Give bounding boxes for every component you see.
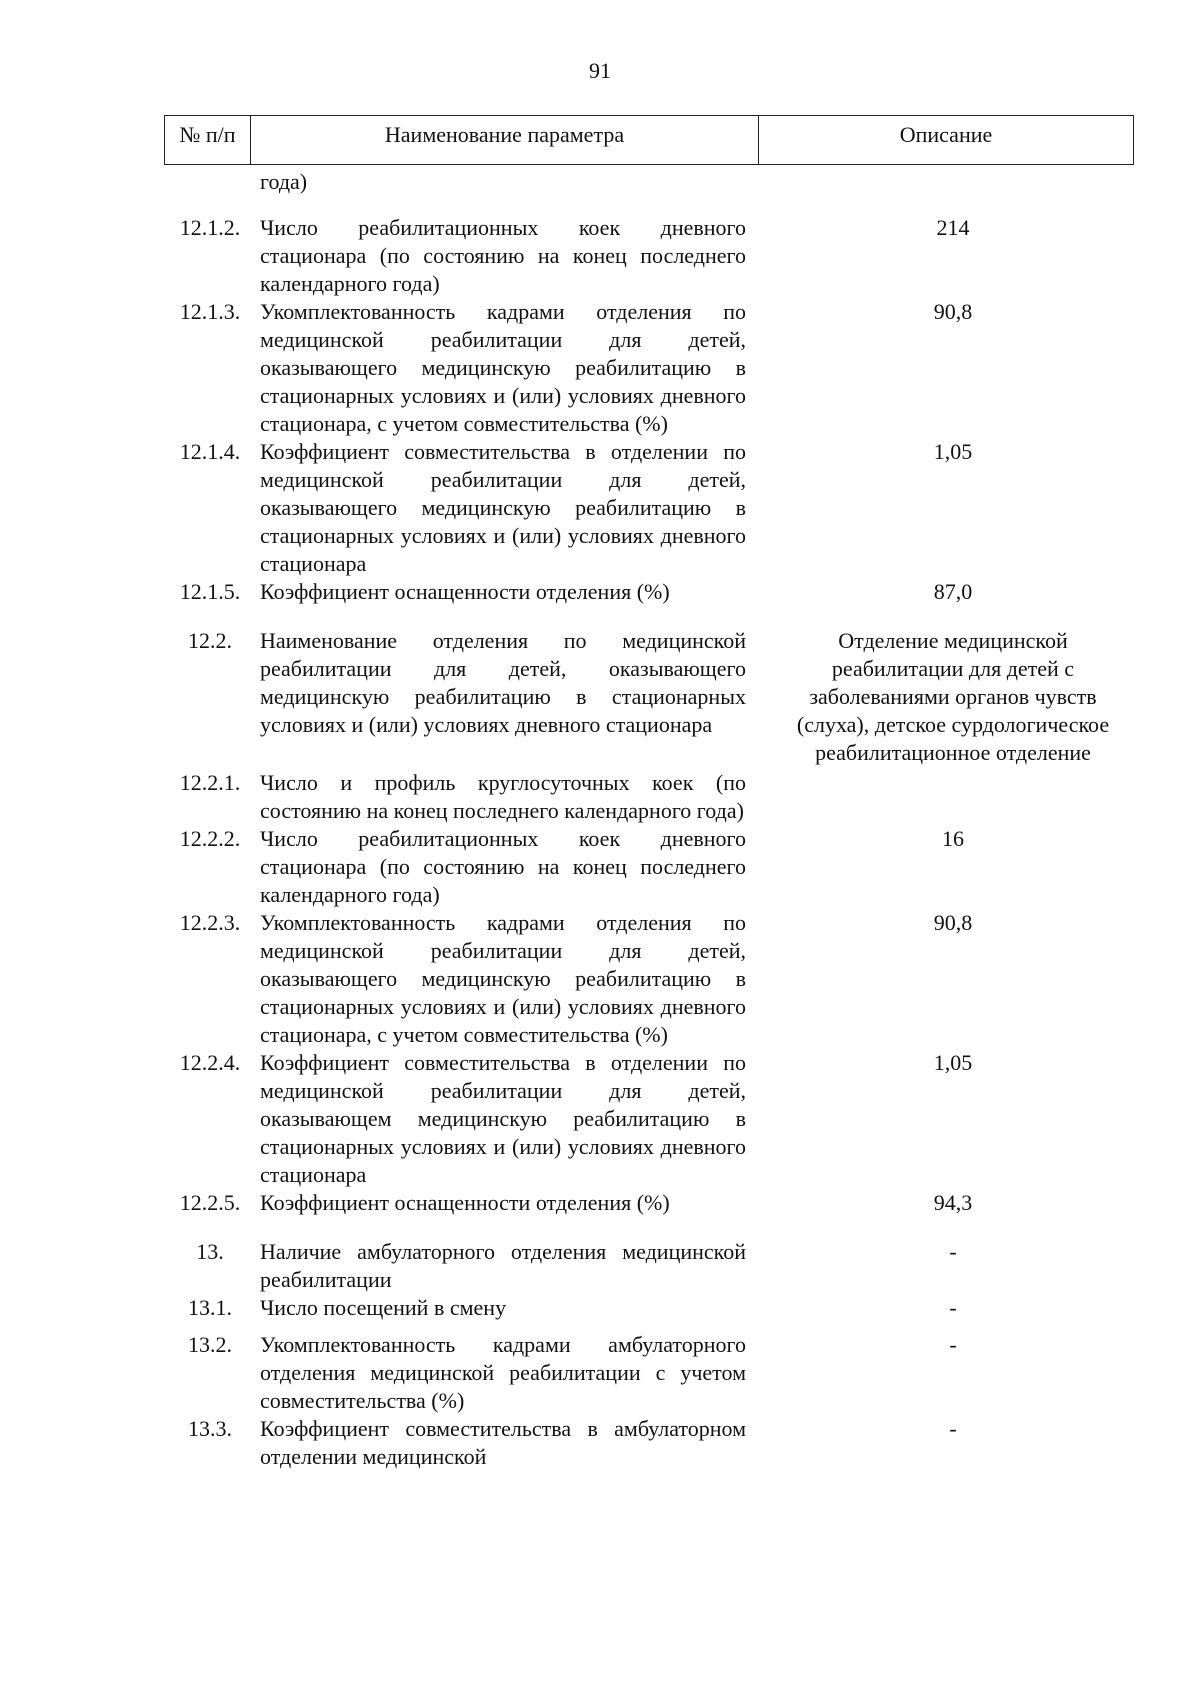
table-row (164, 1331, 1134, 1415)
row-description: - (949, 1416, 957, 1441)
row-description: 214 (936, 215, 970, 240)
row-name: Число реабилитационных коек дневного стационара (по состоянию на конец последнего календарного года) (260, 826, 746, 907)
row-number: 13.1. (188, 1295, 232, 1320)
row-description: 1,05 (933, 1050, 973, 1075)
row-name: Коэффициент совместительства в отделении по медицинской реабилитации для детей, оказывающего медицинскую реабилитацию в стационарных условиях и (или) условиях дневного стационара (260, 439, 746, 576)
header-col-name: Наименование параметра (251, 116, 759, 164)
row-name: Укомплектованность кадрами отделения по медицинской реабилитации для детей, оказывающего медицинскую реабилитацию в стационарных условиях и (или) условиях дневного стационара, с учетом совместительства (%) (260, 299, 746, 436)
row-name: Наименование отделения по медицинской реабилитации для детей, оказывающего медицинскую реабилитацию в стационарных условиях и (или) условиях дневного стационара (260, 628, 746, 737)
table-row (164, 214, 1134, 298)
page-number: 91 (589, 58, 611, 83)
row-number: 12.1.5. (179, 579, 241, 604)
table-row (164, 1294, 1134, 1322)
row-number: 12.2.5. (179, 1190, 241, 1215)
row-name: года) (260, 169, 308, 194)
table-row (164, 1238, 1134, 1294)
row-number: 12.2. (188, 628, 232, 653)
row-description: - (949, 1332, 957, 1357)
header-col-description: Описание (899, 122, 993, 147)
table-header (164, 115, 1134, 165)
row-number: 13.2. (188, 1332, 232, 1357)
row-number: 12.2.2. (179, 826, 241, 851)
row-name: Коэффициент оснащенности отделения (%) (260, 579, 670, 604)
row-number: 13.3. (188, 1416, 232, 1441)
row-number: 12.2.1. (179, 770, 241, 795)
row-number (164, 168, 250, 196)
row-description: 16 (942, 826, 964, 851)
table-row (164, 1189, 1134, 1217)
row-description: - (949, 1239, 957, 1264)
table-row (164, 578, 1134, 606)
row-description: 90,8 (933, 910, 973, 935)
table-row (164, 627, 1134, 767)
row-description: - (949, 1295, 957, 1320)
row-name: Укомплектованность кадрами амбулаторного отделения медицинской реабилитации с учетом совместительства (%) (260, 1332, 746, 1413)
table-row (164, 769, 1134, 825)
row-name: Наличие амбулаторного отделения медицинской реабилитации (260, 1239, 746, 1292)
row-number: 12.1.3. (179, 299, 241, 324)
row-number: 13. (196, 1239, 224, 1264)
row-number: 12.2.4. (179, 1050, 241, 1075)
row-number: 12.1.2. (179, 215, 241, 240)
table-row (164, 438, 1134, 578)
table-row (164, 298, 1134, 438)
row-description: 90,8 (933, 299, 973, 324)
row-description: 1,05 (933, 439, 973, 464)
table-body (164, 168, 1134, 1471)
row-name: Число посещений в смену (260, 1295, 507, 1320)
row-number: 12.2.3. (179, 910, 241, 935)
table-row (164, 1415, 1134, 1471)
table-row (164, 1049, 1134, 1189)
row-description: 94,3 (933, 1190, 973, 1215)
row-description: Отделение медицинской реабилитации для детей с заболеваниями органов чувств (слуха), детское сурдологическое реабилитационное отделение (796, 628, 1110, 765)
table-row (164, 825, 1134, 909)
row-description: 87,0 (933, 579, 973, 604)
row-description (746, 769, 1134, 825)
row-name: Коэффициент совместительства в отделении по медицинской реабилитации для детей, оказывающем медицинскую реабилитацию в стационарных условиях и (или) условиях дневного стационара (260, 1050, 746, 1187)
row-description (746, 168, 1134, 196)
row-number: 12.1.4. (179, 439, 241, 464)
header-col-number: № п/п (165, 116, 251, 164)
row-name: Укомплектованность кадрами отделения по медицинской реабилитации для детей, оказывающего медицинскую реабилитацию в стационарных условиях и (или) условиях дневного стационара, с учетом совместительства (%) (260, 910, 746, 1047)
row-name: Число реабилитационных коек дневного стационара (по состоянию на конец последнего календарного года) (260, 215, 746, 296)
table-row (164, 909, 1134, 1049)
row-name: Коэффициент совместительства в амбулаторном отделении медицинской (260, 1416, 746, 1469)
row-name: Число и профиль круглосуточных коек (по состоянию на конец последнего календарного года) (260, 770, 746, 823)
row-name: Коэффициент оснащенности отделения (%) (260, 1190, 670, 1215)
table-row (164, 168, 1134, 196)
